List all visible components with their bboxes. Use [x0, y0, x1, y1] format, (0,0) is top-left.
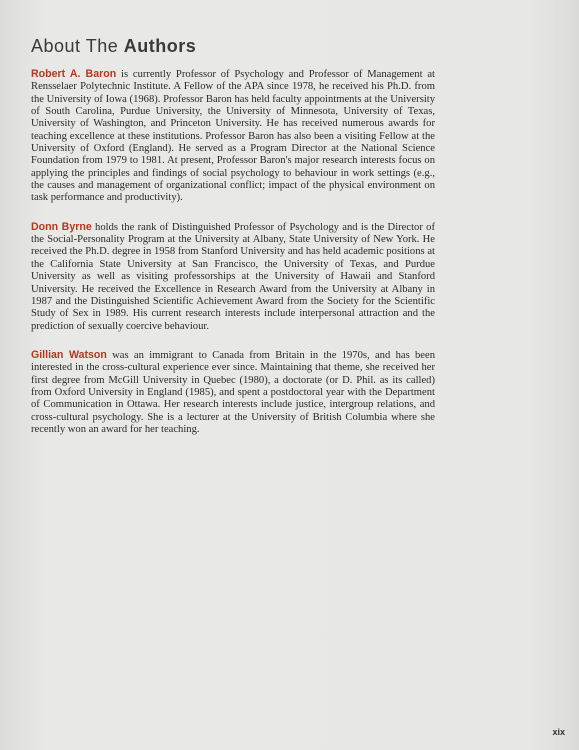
- author-name: Gillian Watson: [31, 348, 107, 361]
- bio-text: holds the rank of Distinguished Professor of Psychology and is the Director of the Social-Personality Program at the University at Albany, State University of New York. He received the Ph.D. degree in 1958 from Stanford University and has held academic positions at the California State University at San Francisco, the University of Texas, and Purdue University as well as visiting professorships at the University of Hawaii and Stanford University. He received the Excellence in Research Award from the University at Albany in 1987 and the Distinguished Scientific Achievement Award from the Society for the Scientific Study of Sex in 1989. His current research interests include interpersonal attraction and the prediction of sexually coercive behaviour.: [31, 221, 435, 332]
- bio-text: is currently Professor of Psychology and Professor of Management at Rensselaer Polytechnic Institute. A Fellow of the APA since 1978, he received his Ph.D. from the University of Iowa (1968). Professor Baron has held faculty appointments at the University of South Carolina, Purdue University, the University of Minnesota, University of Texas, University of Washington, and Princeton University. He has received numerous awards for teaching excellence at these institutions. Professor Baron has also been a visiting Fellow at the University of Oxford (England). He served as a Program Director at the National Science Foundation from 1979 to 1981. At present, Professor Baron's major research interests focus on applying the principles and findings of social psychology to behaviour in work settings (e.g., the causes and management of organizational conflict; impact of the physical environment on task performance and productivity).: [31, 69, 435, 204]
- title-part-2: Authors: [123, 36, 197, 56]
- title-part-1: About The: [31, 36, 119, 56]
- page-number: xix: [552, 727, 565, 737]
- bios-section: [31, 68, 435, 452]
- author-name: Robert A. Baron: [31, 68, 117, 80]
- author-name: Donn Byrne: [31, 220, 92, 233]
- bio-paragraph-watson: [31, 349, 435, 436]
- bio-paragraph-byrne: [31, 221, 435, 333]
- bio-paragraph-baron: [31, 68, 435, 205]
- page-title: [31, 36, 196, 57]
- bio-text: was an immigrant to Canada from Britain in the 1970s, and has been interested in the cross-cultural experience ever since. Maintaining that theme, she received her first degree from McGill University in Quebec (1980), a doctorate (or D. Phil. as its called) from Oxford University in England (1985), and spent a postdoctoral year with the Department of Communication in Ottawa. Her research interests include justice, intergroup relations, and cross-cultural psychology. She is a lecturer at the University of British Columbia where she recently won an award for her teaching.: [31, 349, 435, 435]
